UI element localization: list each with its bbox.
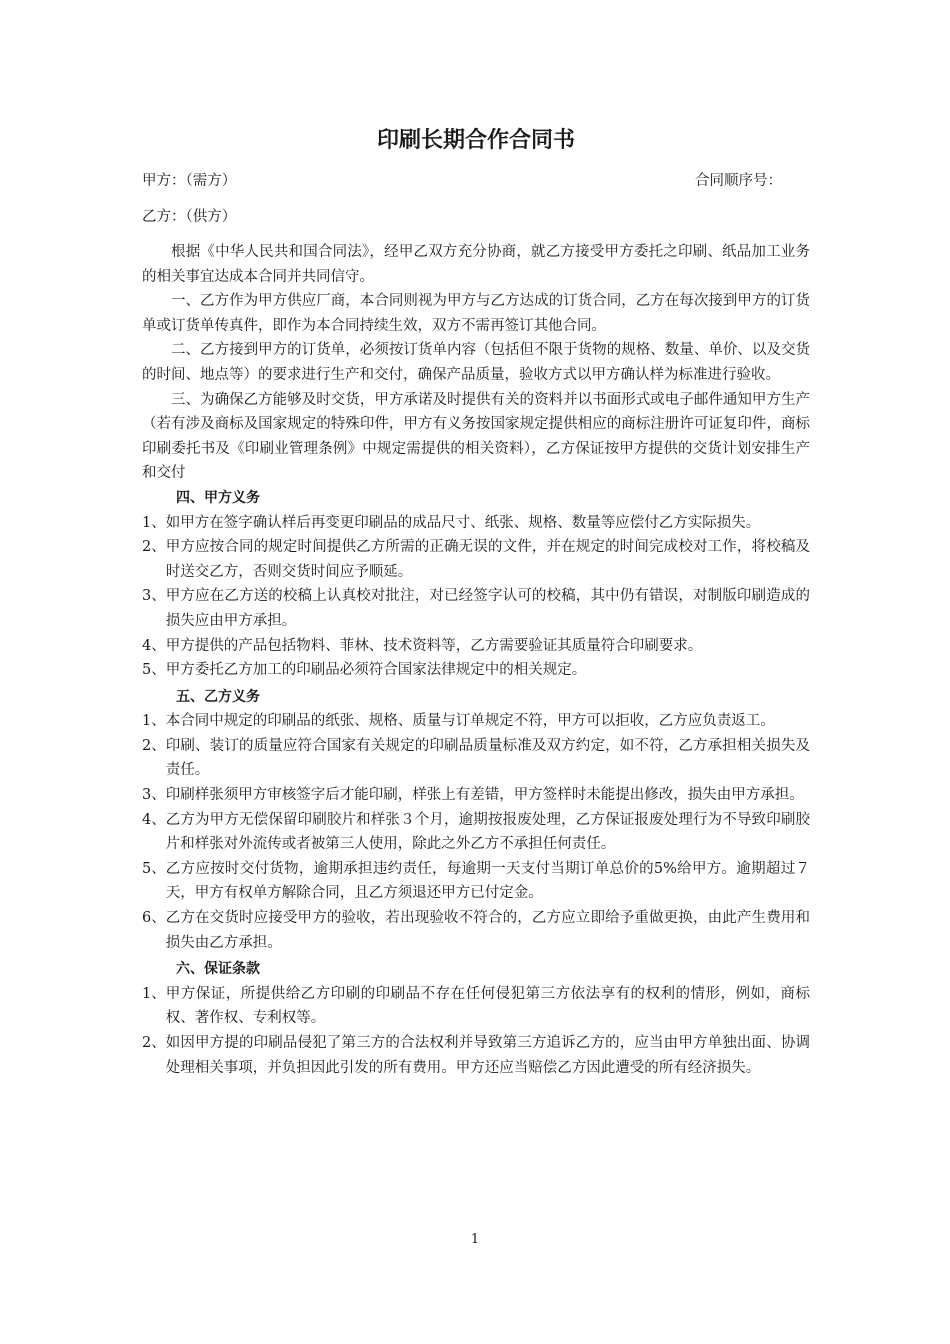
item-text: 乙方为甲方无偿保留印刷胶片和样张３个月，逾期按报废处理，乙方保证报废处理行为不导致印刷胶片和样张对外流传或者被第三人使用，除此之外乙方不承担任何责任。 [165,811,810,853]
item-number: 5、 [142,662,166,679]
section-heading: 四、甲方义务 [176,489,260,506]
item-number: 1、 [142,514,166,531]
list-item [142,1031,810,1080]
obligation-list [142,511,810,683]
item-number: 2、 [142,737,166,754]
clause-paragraph: 三、为确保乙方能够及时交货，甲方承诺及时提供有关的资料并以书面形式或电子邮件通知甲方生产（若有涉及商标及国家规定的特殊印件，甲方有义务按国家规定提供相应的商标注册许可证复印件，商标印刷委托书及《印刷业管理条例》中规定需提供的相关资料），乙方保证按甲方提供的交货计划安排生产和交付 [142,391,810,482]
list-item [142,734,810,783]
document-body [142,120,810,1082]
contract-number-label: 合同顺序号： [695,173,782,189]
item-text: 甲方保证，所提供给乙方印刷的印刷品不存在任何侵犯第三方依法享有的权利的情形，例如，商标权、著作权、专利权等。 [165,985,810,1027]
list-item [142,658,810,683]
item-number: 6、 [142,910,166,927]
list-item [142,982,810,1031]
list-item [142,634,810,659]
item-text: 乙方应按时交付货物，逾期承担违约责任，每逾期一天支付当期订单总价的5%给甲方。逾期超过７天，甲方有权单方解除合同，且乙方须退还甲方已付定金。 [165,860,810,902]
item-text: 甲方委托乙方加工的印刷品必须符合国家法律规定中的相关规定。 [165,662,587,679]
item-number: 1、 [142,985,166,1002]
clause-paragraph: 二、乙方接到甲方的订货单，必须按订货单内容（包括但不限于货物的规格、数量、单价、以及交货的时间、地点等）的要求进行生产和交付，确保产品质量，验收方式以甲方确认样为标准进行验收。 [142,342,810,383]
list-item [142,857,810,906]
party-a-label: 甲方：（需方） [142,173,237,189]
intro-paragraph: 根据《中华人民共和国合同法》，经甲乙双方充分协商，就乙方接受甲方委托之印刷、纸品加工业务的相关事宜达成本合同并共同信守。 [142,244,810,285]
list-item [142,511,810,536]
item-number: 3、 [142,787,166,804]
section-heading: 六、保证条款 [176,961,260,978]
list-item [142,906,810,955]
item-text: 乙方在交货时应接受甲方的验收，若出现验收不符合的，乙方应立即给予重做更换，由此产生费用和损失由乙方承担。 [165,910,810,951]
item-text: 甲方提供的产品包括物料、菲林、技术资料等，乙方需要验证其质量符合印刷要求。 [165,637,703,654]
item-number: 4、 [142,811,166,828]
clause-paragraph: 一、乙方作为甲方供应厂商，本合同则视为甲方与乙方达成的订货合同，乙方在每次接到甲方的订货单或订货单传真件，即作为本合同持续生效，双方不需再签订其他合同。 [142,293,810,334]
list-item [142,783,810,808]
list-item [142,808,810,857]
item-number: 5、 [142,860,166,877]
page-number: 1 [470,1232,480,1247]
obligation-list [142,709,810,955]
document-title: 印刷长期合作合同书 [376,128,575,153]
item-number: 1、 [142,713,166,730]
item-number: 2、 [142,1035,166,1051]
list-item [142,584,810,633]
item-text: 印刷样张须甲方审核签字后才能印刷，样张上有差错，甲方签样时未能提出修改，损失由甲方承担。 [165,787,804,804]
item-text: 印刷、装订的质量应符合国家有关规定的印刷品质量标准及双方约定，如不符，乙方承担相关损失及责任。 [165,737,810,779]
item-number: 3、 [142,588,166,605]
list-item [142,535,810,584]
item-number: 4、 [142,637,166,654]
item-text: 如甲方在签字确认样后再变更印刷品的成品尺寸、纸张、规格、数量等应偿付乙方实际损失。 [165,514,761,531]
item-number: 2、 [142,539,166,556]
list-item [142,709,810,734]
item-text: 如因甲方提的印刷品侵犯了第三方的合法权利并导致第三方追诉乙方的，应当由甲方单独出面、协调处理相关事项，并负担因此引发的所有费用。甲方还应当赔偿乙方因此遭受的所有经济损失。 [165,1035,810,1076]
section-heading: 五、乙方义务 [176,688,260,705]
party-b-row [142,202,810,232]
guarantee-list [142,982,810,1080]
item-text: 本合同中规定的印刷品的纸张、规格、质量与订单规定不符，甲方可以拒收，乙方应负责返工。 [165,713,775,730]
party-b-label: 乙方：（供方） [142,209,237,225]
party-a-row [142,166,810,196]
item-text: 甲方应在乙方送的校稿上认真校对批注，对已经签字认可的校稿，其中仍有错误，对制版印刷造成的损失应由甲方承担。 [165,588,810,629]
item-text: 甲方应按合同的规定时间提供乙方所需的正确无误的文件，并在规定的时间完成校对工作，将校稿及时送交乙方，否则交货时间应予顺延。 [165,539,810,580]
